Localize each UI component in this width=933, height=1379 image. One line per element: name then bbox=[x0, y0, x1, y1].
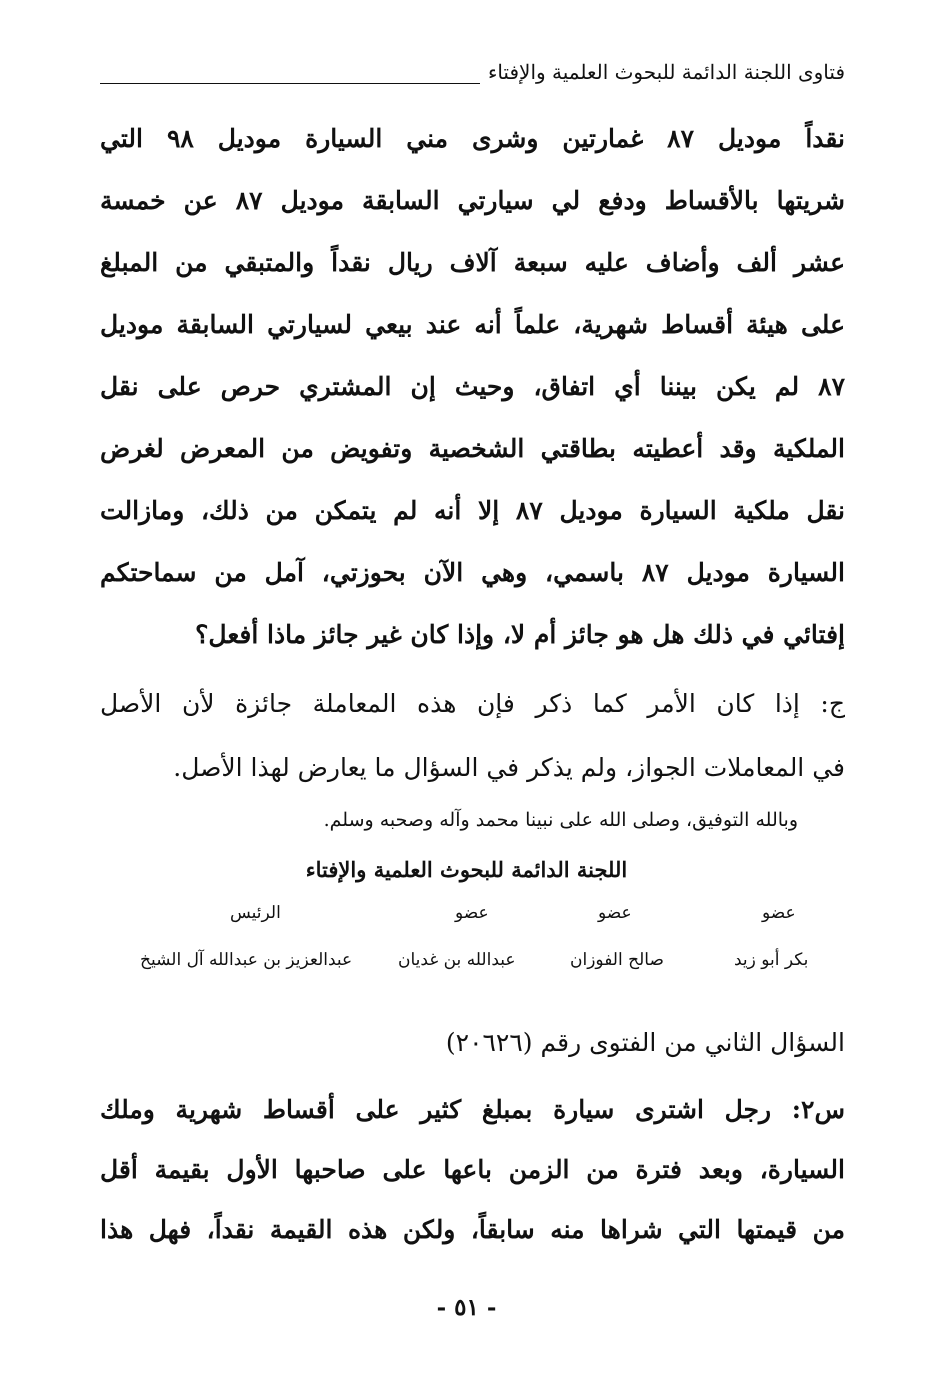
page-number: - ٥١ - bbox=[436, 1294, 497, 1321]
text-line: من قيمتها التي شراها منه سابقاً، ولكن هذه القيمة نقداً، فهل هذا bbox=[100, 1215, 845, 1244]
question-2-text bbox=[100, 1080, 845, 1260]
closing-formula: وبالله التوفيق، وصلى الله على نبينا محمد وآله وصحبه وسلم. bbox=[323, 809, 798, 831]
text-line: على هيئة أقساط شهرية، علماً أنه عند بيعي لسيارتي السابقة موديل bbox=[100, 310, 845, 339]
member-role: عضو bbox=[762, 903, 796, 923]
text-line: إفتائي في ذلك هل هو جائز أم لا، وإذا كان غير جائز ماذا أفعل؟ bbox=[195, 620, 845, 649]
text-line: نقل ملكية السيارة موديل ٨٧ إلا أنه لم يتمكن من ذلك، ومازالت bbox=[100, 496, 845, 525]
text-line: السيارة، وبعد فترة من الزمن باعها على صاحبها الأول بقيمة أقل bbox=[100, 1155, 845, 1184]
running-header bbox=[100, 52, 845, 92]
text-line: ٨٧ لم يكن بيننا أي اتفاق، وحيث إن المشتري حرص على نقل bbox=[100, 372, 845, 401]
running-title: فتاوى اللجنة الدائمة للبحوث العلمية والإفتاء bbox=[487, 60, 845, 84]
header-rule bbox=[100, 83, 480, 84]
text-line: س٢: رجل اشترى سيارة بمبلغ كثير على أقساط شهرية وملك bbox=[100, 1095, 845, 1124]
text-line: الملكية وقد أعطيته بطاقتي الشخصية وتفويض من المعرض لغرض bbox=[100, 434, 845, 463]
question-2-heading: السؤال الثاني من الفتوى رقم (٢٠٦٢٦) bbox=[445, 1028, 845, 1057]
text-line: ج: إذا كان الأمر كما ذكر فإن هذه المعاملة جائزة لأن الأصل bbox=[100, 689, 845, 718]
member-name: صالح الفوزان bbox=[570, 950, 664, 970]
chairman-role: الرئيس bbox=[230, 903, 281, 923]
committee-name: اللجنة الدائمة للبحوث العلمية والإفتاء bbox=[305, 857, 628, 882]
text-line: شريتها بالأقساط ودفع لي سيارتي السابقة موديل ٨٧ عن خمسة bbox=[100, 186, 845, 215]
text-line: نقداً موديل ٨٧ غمارتين وشرى مني السيارة موديل ٩٨ التي bbox=[100, 124, 845, 153]
signatory-roles bbox=[0, 895, 933, 931]
signatory-names bbox=[0, 942, 933, 978]
chairman-name: عبدالعزيز بن عبدالله آل الشيخ bbox=[140, 950, 353, 970]
text-line: السيارة موديل ٨٧ باسمي، وهي الآن بحوزتي، آمل من سماحتكم bbox=[100, 558, 845, 587]
text-line: في المعاملات الجواز، ولم يذكر في السؤال ما يعارض لهذا الأصل. bbox=[173, 753, 845, 782]
member-role: عضو bbox=[455, 903, 489, 923]
question-1-text bbox=[100, 108, 845, 666]
member-role: عضو bbox=[598, 903, 632, 923]
answer-1-text bbox=[100, 672, 845, 800]
text-line: عشر ألف وأضاف عليه سبعة آلاف ريال نقداً والمتبقي من المبلغ bbox=[100, 248, 845, 277]
member-name: عبدالله بن غديان bbox=[398, 950, 516, 970]
member-name: بكر أبو زيد bbox=[734, 950, 809, 970]
